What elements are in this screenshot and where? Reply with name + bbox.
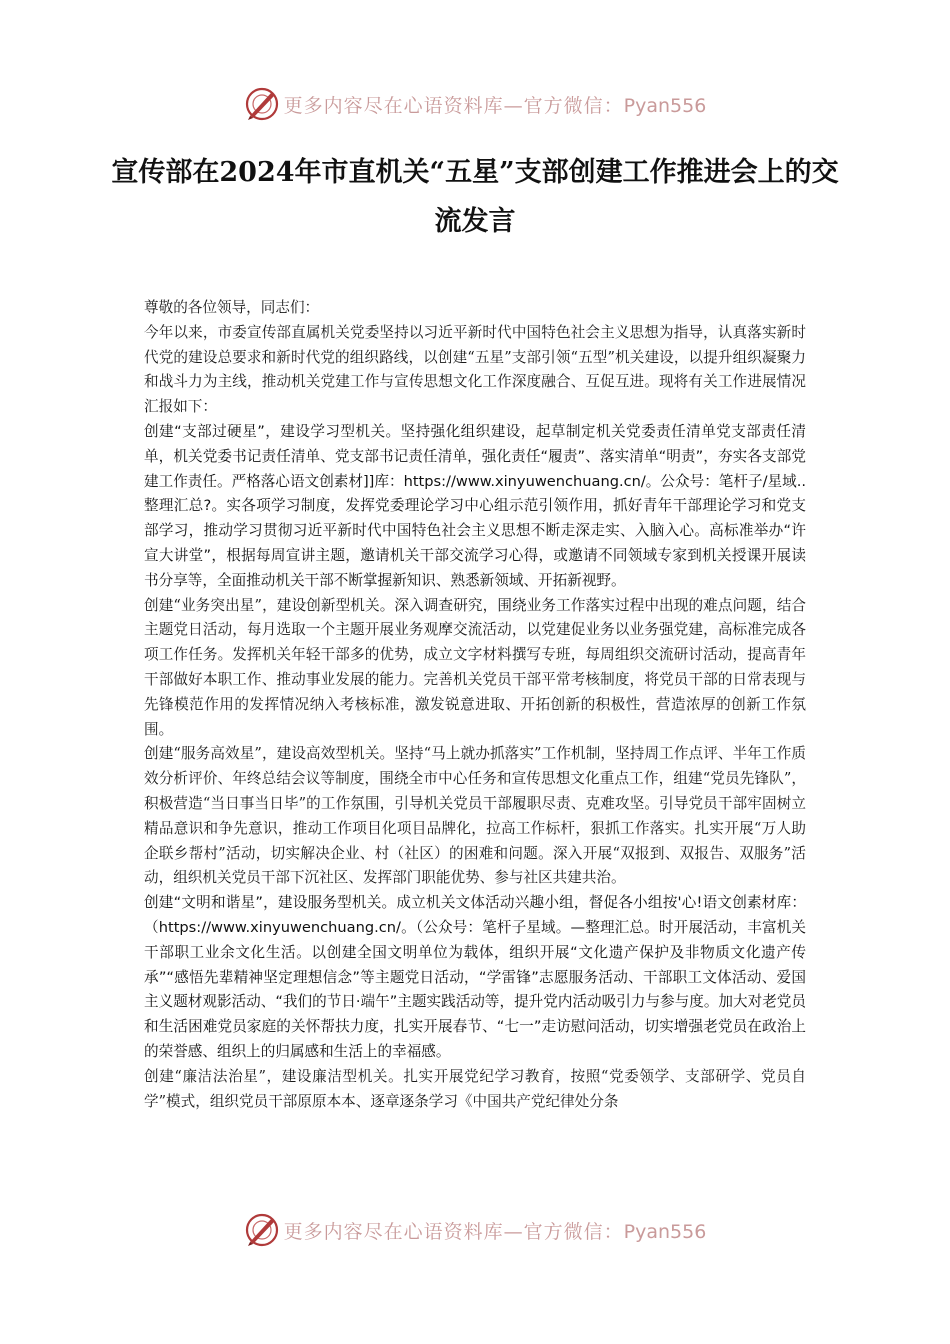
document-title: 宣传部在2024年市直机关“五星”支部创建工作推进会上的交流发言 bbox=[111, 157, 839, 237]
document-body bbox=[144, 296, 806, 1114]
banner-text: 更多内容尽在心语资料库—官方微信：Pyan556 bbox=[283, 94, 707, 117]
paragraph-integrity-star: 创建“廉洁法治星”，建设廉洁型机关。扎实开展党纪学习教育，按照“党委领学、支部研学、党员自学”模式，组织党员干部原原本本、逐章逐条学习《中国共产党纪律处分条 bbox=[144, 1067, 806, 1110]
footer-banner bbox=[0, 1210, 950, 1250]
intro-paragraph: 今年以来，市委宣传部直属机关党委坚持以习近平新时代中国特色社会主义思想为指导，认真落实新时代党的建设总要求和新时代党的组织路线，以创建“五星”支部引领“五型”机关建设，以提升组织凝聚力和战斗力为主线，推动机关党建工作与宣传思想文化工作深度融合、互促互进。现将有关工作进展情况汇报如下： bbox=[144, 323, 806, 416]
banner-text: 更多内容尽在心语资料库—官方微信：Pyan556 bbox=[283, 1220, 707, 1243]
wechat-id: Pyan556 bbox=[623, 94, 707, 117]
greeting: 尊敬的各位领导，同志们： bbox=[144, 299, 320, 316]
paragraph-civility-star: 创建“文明和谐星”，建设服务型机关。成立机关文体活动兴趣小组，督促各小组按'心!语文创素材库：（https://www.xinyuwenchuang.cn/。（公众号：笔杆子星域。—整理汇总。时开展活动，丰富机关干部职工业余文化生活。以创建全国文明单位为载体，组织开展“文化遗产保护及非物质文化遗产传承”“感悟先辈精神坚定理想信念”等主题党日活动，“学雷锋”志愿服务活动、干部职工文体活动、爱国主义题材观影活动、“我们的节日·端午”主题实践活动等，提升党内活动吸引力与参与度。加大对老党员和生活困难党员家庭的关怀帮扶力度，扎实开展春节、“七一”走访慰问活动，切实增强老党员在政治上的荣誉感、组织上的归属感和生活上的幸福感。 bbox=[144, 894, 806, 1060]
paragraph-business-star: 创建“业务突出星”，建设创新型机关。深入调查研究，围绕业务工作落实过程中出现的难点问题，结合主题党日活动，每月选取一个主题开展业务观摩交流活动，以党建促业务以业务强党建，高标准完成各项工作任务。发挥机关年轻干部多的优势，成立文字材料撰写专班，每周组织交流研讨活动，提高青年干部做好本职工作、推动事业发展的能力。完善机关党员干部平常考核制度，将党员干部的日常表现与先锋模范作用的发挥情况纳入考核标准，激发锐意进取、开拓创新的积极性，营造浓厚的创新工作氛围。 bbox=[144, 596, 806, 738]
header-banner bbox=[0, 84, 950, 124]
pen-logo-icon bbox=[244, 1212, 280, 1248]
paragraph-service-star: 创建“服务高效星”，建设高效型机关。坚持“马上就办抓落实”工作机制，坚持周工作点评、半年工作质效分析评价、年终总结会议等制度，围绕全市中心任务和宣传思想文化重点工作，组建“党员先锋队”，积极营造“当日事当日毕”的工作氛围，引导机关党员干部履职尽责、克难攻坚。引导党员干部牢固树立精品意识和争先意识，推动工作项目化项目品牌化，拉高工作标杆，狠抓工作落实。扎实开展“万人助企联乡帮村”活动，切实解决企业、村（社区）的困难和问题。深入开展“双报到、双报告、双服务”活动，组织机关党员干部下沉社区、发挥部门职能优势、参与社区共建共治。 bbox=[144, 745, 806, 887]
wechat-id: Pyan556 bbox=[623, 1220, 707, 1243]
pen-logo-icon bbox=[244, 86, 280, 122]
paragraph-branch-star: 创建“支部过硬星”，建设学习型机关。坚持强化组织建设，起草制定机关党委责任清单党支部责任清单，机关党委书记责任清单、党支部书记责任清单，强化责任“履责”、落实清单“明责”，夯实各支部党建工作责任。严格落心语文创素材]]库：https://www.xinyuwenchuang.cn/。公众号：笔杆子/星域..整理汇总?。实各项学习制度，发挥党委理论学习中心组示范引领作用，抓好青年干部理论学习和党支部学习，推动学习贯彻习近平新时代中国特色社会主义思想不断走深走实、入脑入心。高标准举办“许宣大讲堂”，根据每周宣讲主题，邀请机关干部交流学习心得，或邀请不同领域专家到机关授课开展读书分享等，全面推动机关干部不断掌握新知识、熟悉新领域、开拓新视野。 bbox=[144, 422, 806, 589]
